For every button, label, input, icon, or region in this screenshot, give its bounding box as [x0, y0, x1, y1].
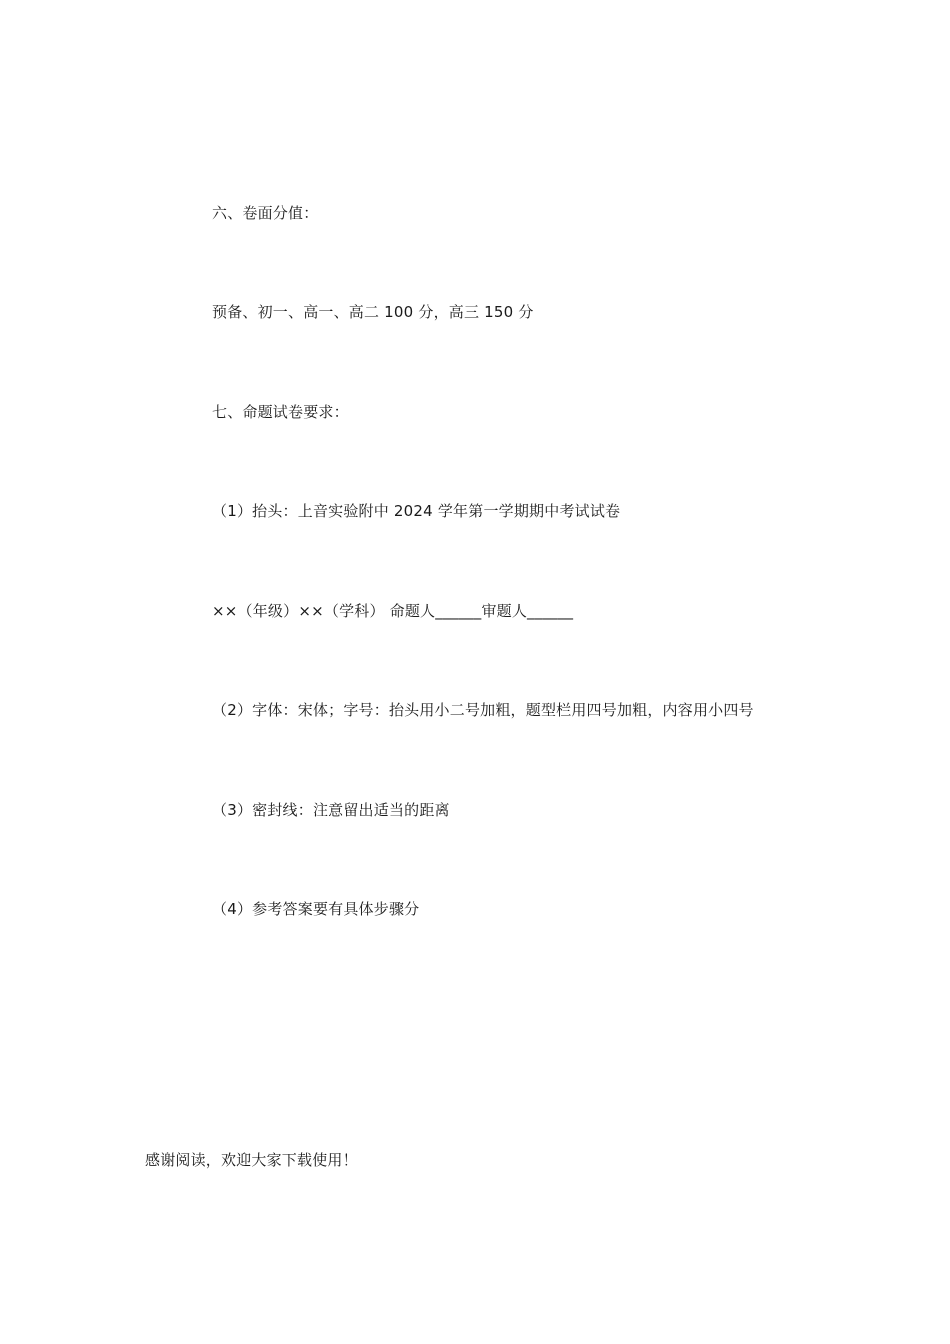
requirement-item-signature-line: ××（年级）××（学科） 命题人______审题人______ [212, 602, 574, 620]
section-seven-heading: 七、命题试卷要求： [212, 403, 349, 421]
requirement-item-seal-line: （3）密封线：注意留出适当的距离 [212, 801, 450, 819]
requirement-item-answer-key: （4）参考答案要有具体步骤分 [212, 900, 420, 918]
requirement-item-font: （2）字体：宋体；字号：抬头用小二号加粗，题型栏用四号加粗，内容用小四号 [212, 701, 754, 719]
requirement-item-header: （1）抬头：上音实验附中 2024 学年第一学期期中考试试卷 [212, 502, 621, 520]
footer-text: 感谢阅读，欢迎大家下载使用！ [145, 1151, 358, 1169]
section-six-heading: 六、卷面分值： [212, 204, 319, 222]
section-six-content: 预备、初一、高一、高二 100 分，高三 150 分 [212, 303, 534, 321]
